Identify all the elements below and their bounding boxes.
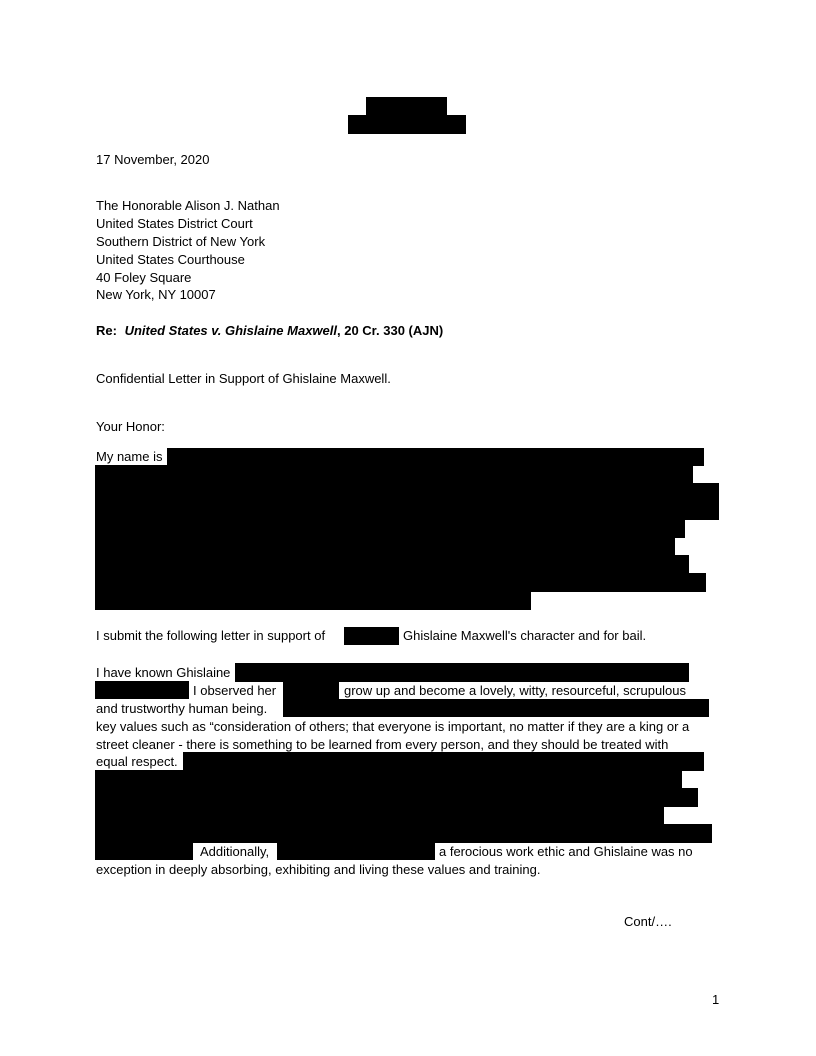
re-case-number: , 20 Cr. 330 (AJN) <box>336 323 444 338</box>
redacted-header-bottom <box>348 115 466 134</box>
redacted-block <box>344 627 399 645</box>
address-line-4: United States Courthouse <box>96 252 245 267</box>
address-line-2: United States District Court <box>96 216 253 231</box>
redacted-block <box>95 681 189 699</box>
redacted-block <box>167 448 704 466</box>
redacted-block <box>95 591 531 610</box>
page-number: 1 <box>712 992 720 1007</box>
address-line-5: 40 Foley Square <box>96 270 192 285</box>
subject-line: Confidential Letter in Support of Ghislaine Maxwell. <box>96 371 391 386</box>
para3-line-4: key values such as “consideration of others; that everyone is important, no matter if they are a king or a <box>96 719 690 734</box>
continued-marker: Cont/…. <box>624 914 672 929</box>
para2-text-a: I submit the following letter in support of <box>96 628 326 643</box>
re-line <box>96 322 443 339</box>
re-case-name: United States v. Ghislaine Maxwell <box>124 323 337 338</box>
redacted-block <box>95 824 712 843</box>
redacted-block <box>95 555 689 574</box>
redacted-block <box>95 465 693 484</box>
para3-line-7a: Additionally, <box>200 844 270 859</box>
para3-line-2a: I observed her <box>193 683 277 698</box>
address-line-6: New York, NY 10007 <box>96 287 216 302</box>
para3-line-8: exception in deeply absorbing, exhibiting and living these values and training. <box>96 862 541 877</box>
redacted-block <box>235 663 689 682</box>
para3-line-1: I have known Ghislaine <box>96 665 231 680</box>
para3-line-6: equal respect. <box>96 754 178 769</box>
redacted-block <box>183 752 704 771</box>
address-line-3: Southern District of New York <box>96 234 266 249</box>
redacted-block <box>95 770 682 789</box>
para2-text-b: Ghislaine Maxwell's character and for bail. <box>403 628 647 643</box>
redacted-header-top <box>366 97 447 116</box>
para3-line-7b: a ferocious work ethic and Ghislaine was no <box>439 844 693 859</box>
re-label: Re: <box>96 323 117 338</box>
redacted-block <box>95 519 685 538</box>
redacted-block <box>95 788 698 807</box>
para1-start: My name is <box>96 449 163 464</box>
para3-line-2b: grow up and become a lovely, witty, resourceful, scrupulous <box>344 683 687 698</box>
letter-date: 17 November, 2020 <box>96 152 210 167</box>
redacted-block <box>283 699 709 717</box>
redacted-block <box>95 501 719 520</box>
address-line-1: The Honorable Alison J. Nathan <box>96 198 280 213</box>
salutation: Your Honor: <box>96 419 165 434</box>
redacted-block <box>95 537 675 556</box>
redacted-block <box>95 806 664 825</box>
redacted-block <box>277 842 435 860</box>
redacted-block <box>283 681 339 699</box>
para3-line-5: street cleaner - there is something to be learned from every person, and they should be treated with <box>96 737 669 752</box>
redacted-block <box>95 842 193 860</box>
para3-line-3: and trustworthy human being. <box>96 701 268 716</box>
redacted-block <box>95 573 706 592</box>
redacted-block <box>95 483 719 502</box>
